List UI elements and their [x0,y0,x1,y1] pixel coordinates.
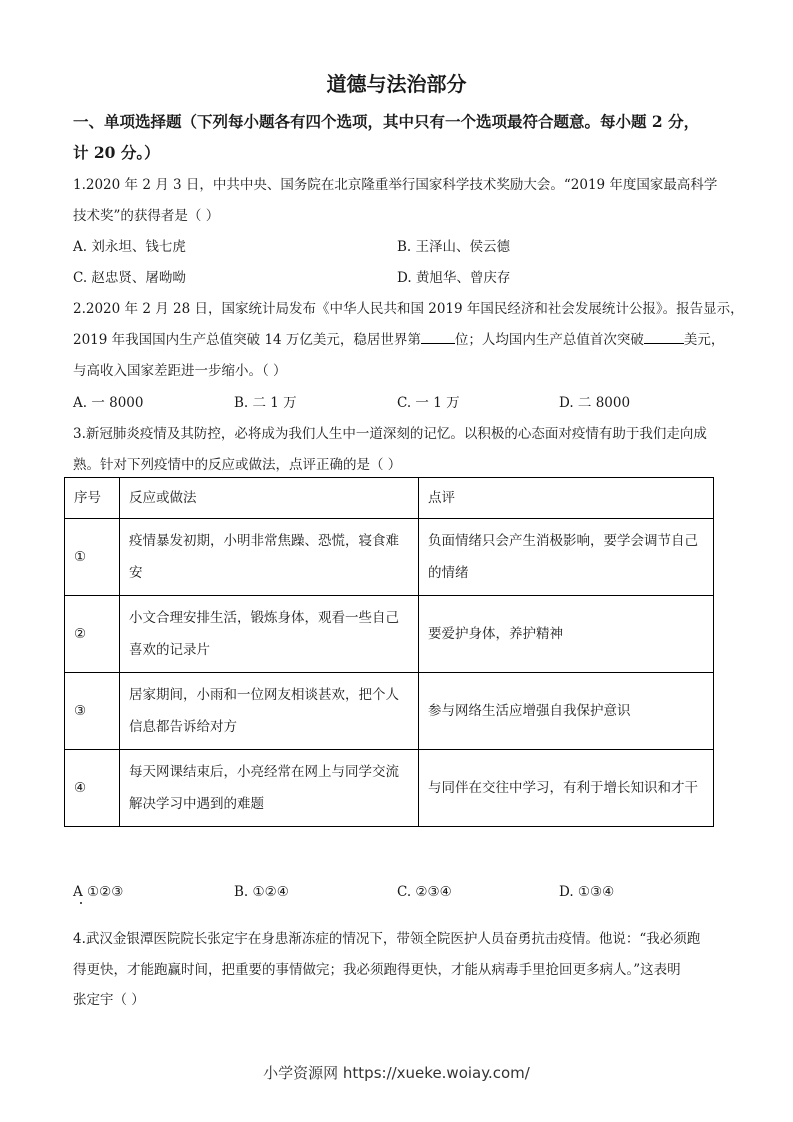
q3-option-a[interactable]: A ①②③ [73,884,124,900]
table-cell: ④ [65,750,120,827]
q3-option-c[interactable]: C. ②③④ [397,884,452,900]
q2-stem-line2-part1: 2019 年我国国内生产总值突破 14 万亿美元，稳居世界第 [73,332,421,348]
table-header-cell: 反应或做法 [120,478,419,519]
q2-stem-line2-part3: 美元， [683,332,725,348]
q2-stem-line1: 2.2020 年 2 月 28 日，国家统计局发布《中华人民共和国 2019 年国民经济和社会发展统计公报》。报告显示， [73,301,744,317]
footer-site-link[interactable]: 小学资源网 https://xueke.woiay.com/ [263,1064,530,1082]
q4-stem-line1: 4.武汉金银潭医院院长张定宇在身患渐冻症的情况下，带领全院医护人员奋勇抗击疫情。他说：“我必须跑 [73,931,701,947]
table-header-row [65,478,714,519]
q2-stem-line2-part2: 位；人均国内生产总值首次突破 [454,332,644,348]
q3-option-d[interactable]: D. ①③④ [559,884,615,900]
table-cell: 与同伴在交往中学习，有利于增长知识和才干 [419,750,714,827]
stray-dot [80,902,82,904]
q4-stem-line3: 张定宇（ ） [73,992,145,1008]
q2-option-c[interactable]: C. 一 1 万 [397,395,460,411]
q3-stem-line2: 熟。针对下列疫情中的反应或做法，点评正确的是（ ） [73,457,402,473]
table-cell: ③ [65,673,120,750]
q1-option-c[interactable]: C. 赵忠贤、屠呦呦 [73,270,186,286]
q3-option-b[interactable]: B. ①②④ [234,884,289,900]
q2-blank-1 [421,329,455,344]
table-cell: 居家期间，小雨和一位网友相谈甚欢，把个人信息都告诉给对方 [120,673,419,750]
table-row [65,519,714,596]
q2-option-a[interactable]: A. 一 8000 [73,395,144,411]
q1-stem-line1: 1.2020 年 2 月 3 日，中共中央、国务院在北京隆重举行国家科学技术奖励大会。“2019 年度国家最高科学 [73,177,718,193]
table-cell: ① [65,519,120,596]
table-cell: 要爱护身体，养护精神 [419,596,714,673]
table-cell: 疫情暴发初期，小明非常焦躁、恐慌，寝食难安 [120,519,419,596]
q1-option-b[interactable]: B. 王泽山、侯云德 [397,239,511,255]
q1-option-d[interactable]: D. 黄旭华、曾庆存 [397,270,511,286]
table-header-cell: 点评 [419,478,714,519]
q3-stem-line1: 3.新冠肺炎疫情及其防控，必将成为我们人生中一道深刻的记忆。以积极的心态面对疫情有助于我们走向成 [73,426,707,442]
q2-stem-line2 [73,328,724,348]
table-cell: 小文合理安排生活，锻炼身体，观看一些自己喜欢的记录片 [120,596,419,673]
table-cell: ② [65,596,120,673]
q1-option-a[interactable]: A. 刘永坦、钱七虎 [73,239,186,255]
table-cell: 每天网课结束后，小亮经常在网上与同学交流解决学习中遇到的难题 [120,750,419,827]
q2-option-b[interactable]: B. 二 1 万 [234,395,297,411]
q4-stem-line2: 得更快，才能跑赢时间，把重要的事情做完；我必须跑得更快，才能从病毒手里抢回更多病人。”这表明 [73,962,681,978]
q2-option-d[interactable]: D. 二 8000 [559,395,631,411]
table-cell: 负面情绪只会产生消极影响，要学会调节自己的情绪 [419,519,714,596]
table-header-cell: 序号 [65,478,120,519]
table-cell: 参与网络生活应增强自我保护意识 [419,673,714,750]
section-heading-line2: 计 20 分。） [73,143,160,162]
section-heading-line1: 一、单项选择题（下列每小题各有四个选项，其中只有一个选项最符合题意。每小题 2 分， [73,112,700,131]
table-row [65,673,714,750]
q2-blank-2 [644,329,684,344]
q2-stem-line3: 与高收入国家差距进一步缩小。（ ） [73,363,287,379]
page-title: 道德与法治部分 [326,72,467,96]
q1-stem-line2: 技术奖”的获得者是（ ） [73,208,220,224]
q3-table [64,477,714,827]
table-row [65,596,714,673]
table-row [65,750,714,827]
